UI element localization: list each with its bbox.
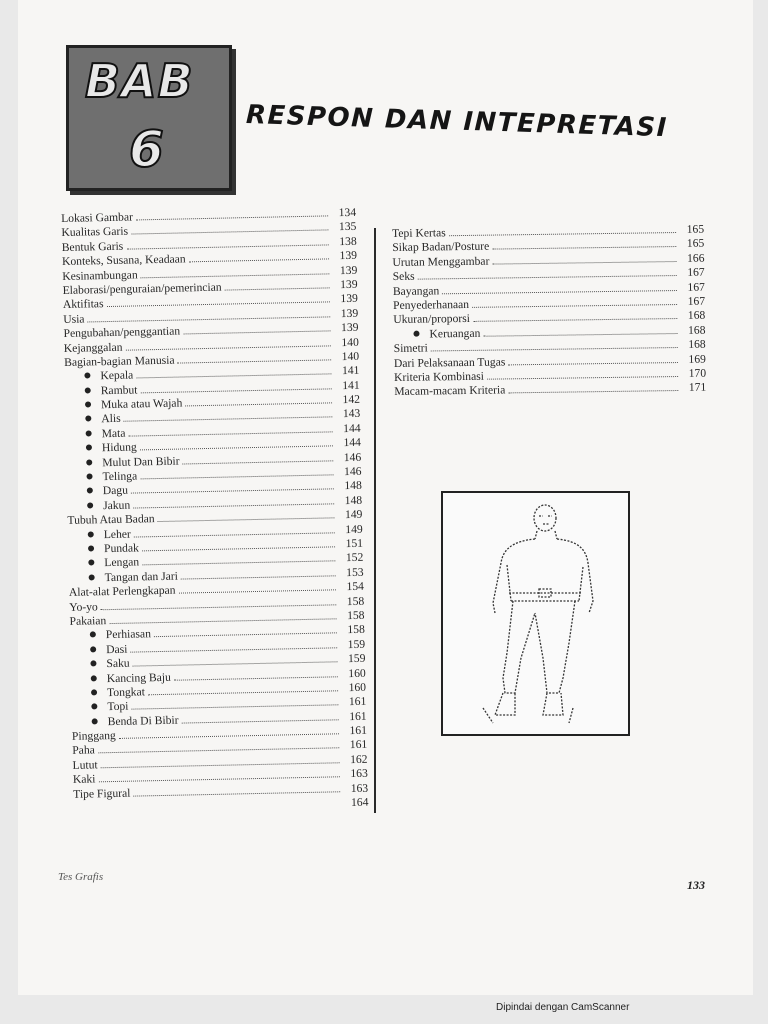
dot-leader [418, 275, 677, 280]
bullet-icon [88, 531, 94, 537]
toc-entry-label: Tongkat [106, 685, 146, 700]
toc-entry-page: 160 [348, 680, 367, 694]
dot-leader [131, 230, 328, 235]
dot-leader [508, 362, 678, 365]
dot-leader [136, 215, 328, 220]
bullet-icon [84, 373, 90, 379]
toc-entry-label: Pengubahan/penggantian [63, 324, 181, 341]
dot-leader [132, 705, 339, 710]
dot-leader [483, 333, 677, 337]
dot-leader [154, 633, 337, 638]
toc-entry-label: Kejanggalan [63, 340, 123, 355]
toc-entry-page: 165 [686, 237, 705, 251]
dot-leader [225, 287, 330, 290]
toc-entry [394, 381, 706, 400]
toc-entry-label: Kesinambungan [62, 267, 138, 283]
toc-entry-label: Topi [107, 699, 129, 714]
bullet-icon [86, 445, 92, 451]
toc-entry-label: Kualitas Garis [61, 224, 129, 240]
toc-entry-page: 163 [350, 766, 368, 781]
dot-leader [133, 503, 334, 508]
toc-left-column [61, 206, 369, 816]
dot-leader [129, 431, 333, 436]
dot-leader [178, 359, 332, 363]
toc-entry-label: Pundak [103, 541, 139, 556]
bullet-icon [85, 401, 91, 407]
toc-entry-page: 159 [347, 637, 366, 651]
chapter-title: RESPON DAN INTEPRETASI [245, 100, 669, 144]
toc-entry-label: Lengan [104, 555, 140, 570]
dot-leader [130, 647, 337, 652]
toc-entry-page: 135 [338, 220, 357, 234]
toc-entry-label: Pakaian [69, 614, 107, 628]
toc-entry-page: 144 [343, 436, 362, 450]
toc-entry-label: Telinga [102, 469, 138, 484]
dot-leader [431, 347, 678, 351]
toc-entry-page: 161 [349, 709, 367, 723]
toc-entry-label: Dagu [102, 484, 129, 498]
toc-entry-label: Muka atau Wajah [100, 396, 183, 412]
toc-entry-label: Saku [106, 656, 130, 671]
bullet-icon [88, 560, 94, 566]
dot-leader [126, 244, 328, 249]
toc-entry-page: 146 [343, 450, 362, 464]
dot-leader [442, 290, 677, 294]
dot-leader [183, 460, 334, 464]
human-figure-drawing [441, 491, 630, 736]
toc-entry-page: 139 [340, 277, 358, 292]
bullet-icon [86, 430, 92, 436]
dot-leader [140, 446, 333, 451]
toc-entry-label: Mata [101, 426, 126, 441]
toc-entry-label: Seks [392, 269, 415, 284]
toc-entry-label: Lutut [72, 758, 98, 772]
dot-leader [449, 232, 676, 236]
toc-entry-label: Yo-yo [69, 599, 98, 614]
toc-entry-page: 168 [687, 323, 706, 337]
dot-leader [134, 532, 335, 537]
toc-entry-page: 171 [688, 380, 707, 395]
toc-entry-page: 140 [341, 335, 359, 349]
dot-leader [508, 390, 678, 393]
toc-entry-page: 158 [346, 608, 365, 623]
toc-entry-page: 142 [342, 392, 361, 407]
bullet-icon [91, 704, 97, 710]
toc-entry-label: Benda Di Bibir [107, 713, 179, 728]
toc-entry-page: 167 [687, 265, 705, 280]
toc-entry-page: 160 [348, 666, 366, 680]
toc-entry-label: Sikap Badan/Posture [392, 240, 490, 255]
dot-leader [492, 261, 676, 265]
toc-entry-label: Hidung [101, 440, 137, 455]
toc-entry-page: 154 [346, 579, 365, 594]
bullet-icon [86, 459, 92, 465]
toc-entry-page: 140 [341, 349, 360, 364]
toc-entry-label: Kriteria Kombinasi [394, 369, 485, 384]
toc-entry-page: 139 [339, 263, 358, 277]
bullet-icon [91, 675, 97, 681]
toc-entry-page: 166 [686, 251, 705, 265]
bullet-icon [85, 387, 91, 393]
toc-entry-page: 139 [340, 320, 359, 335]
toc-entry-label: Urutan Menggambar [392, 254, 490, 269]
toc-entry-label: Tipe Figural [73, 786, 131, 801]
dot-leader [492, 246, 676, 250]
dot-leader [109, 618, 336, 624]
chapter-number: 6 [129, 120, 164, 178]
toc-entry-page: 144 [343, 421, 361, 435]
dot-leader [101, 762, 340, 768]
toc-entry-page: 149 [344, 507, 363, 522]
chapter-label: BAB [85, 54, 194, 108]
bullet-icon [87, 502, 93, 508]
toc-entry-page: 151 [345, 536, 364, 551]
toc-entry-page: 168 [688, 337, 706, 351]
toc-entry-page: 161 [348, 694, 367, 709]
bullet-icon [88, 545, 94, 551]
toc-entry-label: Bagian-bagian Manusia [64, 353, 175, 369]
toc-right-column [392, 223, 706, 400]
toc-entry-label: Rambut [100, 383, 138, 397]
toc-entry-label: Kancing Baju [106, 670, 171, 685]
toc-entry-label: Mulut Dan Bibir [102, 454, 180, 469]
dot-leader [131, 489, 334, 494]
toc-extra-page: 164 [350, 795, 369, 810]
toc-entry-label: Usia [63, 312, 85, 326]
toc-entry-label: Alis [101, 412, 121, 426]
bullet-icon [413, 330, 419, 336]
toc-entry-label: Dari Pelaksanaan Tugas [393, 354, 506, 370]
toc-entry-page: 158 [347, 623, 365, 637]
toc-entry-label: Perhiasan [105, 627, 152, 642]
toc-entry-label: Simetri [393, 341, 428, 356]
toc-entry-page: 161 [349, 723, 368, 738]
bullet-icon [90, 646, 96, 652]
toc-entry-page: 148 [344, 493, 363, 507]
toc-entry-label: Keruangan [429, 326, 481, 341]
bullet-icon [90, 632, 96, 638]
dot-leader [119, 733, 339, 739]
toc-entry-label: Macam-macam Kriteria [394, 383, 506, 399]
toc-entry-page: 146 [343, 464, 362, 479]
book-page [18, 0, 753, 995]
toc-entry-label: Bentuk Garis [61, 239, 124, 254]
toc-entry-page: 139 [340, 292, 359, 306]
toc-entry-label: Lokasi Gambar [61, 210, 134, 225]
toc-entry-label: Tepi Kertas [392, 226, 446, 240]
figure-sketch [443, 493, 628, 734]
dot-leader [472, 304, 677, 308]
toc-entry-page: 138 [339, 234, 357, 248]
dot-leader [158, 518, 335, 523]
dot-leader [487, 376, 678, 380]
toc-entry-label: Tubuh Atau Badan [67, 512, 155, 528]
toc-entry-page: 139 [340, 306, 359, 320]
toc-entry-label: Bayangan [392, 283, 440, 298]
toc-entry-label: Penyederhanaan [393, 297, 470, 312]
toc-entry-page: 161 [349, 738, 368, 752]
toc-entry-label: Leher [103, 527, 131, 541]
dot-leader [133, 661, 338, 666]
dot-leader [133, 791, 340, 796]
toc-entry-page: 158 [346, 594, 365, 608]
dot-leader [473, 318, 677, 322]
toc-entry-label: Ukuran/proporsi [393, 312, 471, 327]
toc-entry-page: 141 [342, 378, 360, 392]
toc-entry-label: Konteks, Susana, Keadaan [61, 252, 186, 269]
dot-leader [179, 589, 336, 593]
toc-entry-page: 167 [687, 280, 705, 294]
toc-entry-page: 139 [339, 248, 358, 263]
toc-entry-page: 149 [345, 522, 363, 536]
dot-leader [141, 273, 330, 278]
toc-entry-page: 141 [341, 364, 360, 378]
toc-entry-page: 165 [686, 222, 705, 236]
spacer [74, 806, 347, 812]
column-divider [374, 228, 376, 813]
bullet-icon [90, 660, 96, 666]
toc-entry-label: Dasi [106, 642, 128, 656]
toc-entry-label: Jakun [103, 498, 131, 512]
toc-entry-label: Pinggang [71, 729, 116, 743]
toc-entry-page: 152 [345, 551, 364, 565]
toc-entry-page: 169 [688, 352, 706, 366]
toc-entry-label: Aktifitas [62, 297, 104, 312]
toc-entry-page: 168 [687, 308, 706, 323]
toc-entry-page: 167 [687, 294, 706, 308]
dot-leader [148, 690, 338, 695]
dot-leader [142, 561, 335, 566]
toc-entry-label: Paha [72, 743, 95, 758]
dot-leader [141, 388, 332, 393]
dot-leader [140, 474, 333, 479]
dot-leader [185, 402, 332, 406]
bullet-icon [85, 416, 91, 422]
toc-entry-page: 148 [344, 479, 362, 493]
bullet-icon [92, 718, 98, 724]
toc-entry-label: Kepala [100, 368, 134, 383]
bullet-icon [87, 488, 93, 494]
dot-leader [181, 575, 336, 579]
dot-leader [136, 374, 331, 379]
chapter-badge [66, 45, 232, 191]
toc-entry-page: 162 [350, 752, 368, 766]
dot-leader [101, 604, 337, 610]
bullet-icon [89, 574, 95, 580]
footer-book-title: Tes Grafis [58, 871, 104, 883]
toc-entry-page: 134 [338, 205, 357, 220]
dot-leader [142, 546, 335, 551]
bullet-icon [91, 689, 97, 695]
toc-entry-page: 159 [347, 651, 366, 666]
dot-leader [107, 302, 330, 308]
dot-leader [189, 259, 329, 263]
dot-leader [182, 719, 339, 723]
toc-entry-label: Alat-alat Perlengkapan [68, 583, 176, 600]
bullet-icon [86, 473, 92, 479]
toc-entry-label: Tangan dan Jari [104, 569, 179, 584]
scanner-watermark: Dipindai dengan CamScanner [496, 1002, 630, 1013]
dot-leader [125, 345, 330, 350]
toc-entry-page: 170 [688, 366, 707, 380]
dot-leader [183, 331, 330, 335]
footer-page-number: 133 [687, 878, 705, 892]
dot-leader [174, 676, 338, 680]
toc-entry-label: Elaborasi/penguraian/pemerincian [62, 280, 222, 297]
dot-leader [124, 417, 333, 422]
toc-entry-label: Kaki [72, 772, 96, 787]
toc-entry-page: 163 [350, 781, 369, 795]
toc-entry-page: 153 [346, 565, 364, 579]
toc-entry-page: 143 [342, 407, 361, 421]
